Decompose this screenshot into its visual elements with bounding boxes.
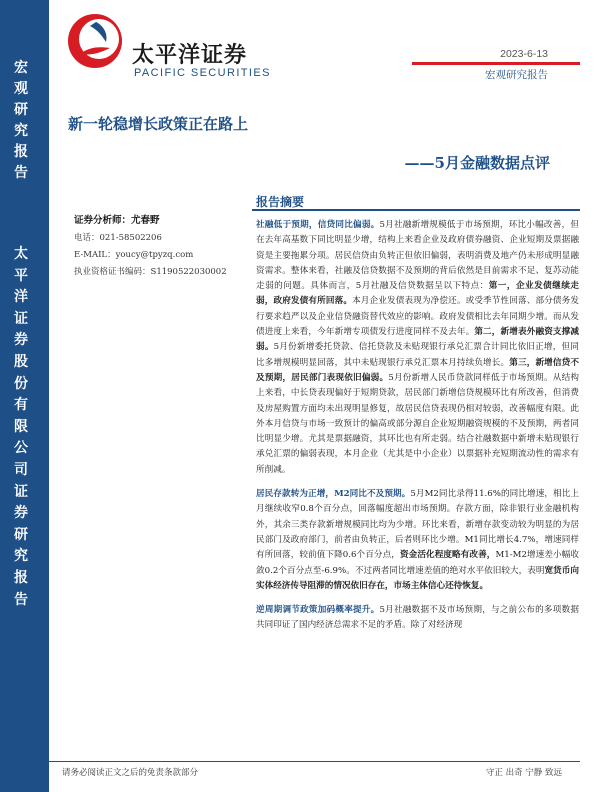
footer-divider bbox=[49, 761, 580, 762]
paragraph-text: 5月份新增委托贷款、信托贷款及未贴现银行承兑汇票合计同比依旧正增，但同比多增规模明显回落，其中未贴现银行承兑汇票本月持续负增长。 bbox=[256, 342, 579, 368]
paragraph-text: 本月企业发债表现为净偿还。或受季节性回落、部分债务发行要求趋严以及企业信贷融资替代效应的影响。政府发债相比去年同期少增。而从发债进度上来看，今年新增专项债发行进度同样不及去年。 bbox=[256, 296, 579, 338]
paragraph-heading: 居民存款转为正增，M2同比不及预期。 bbox=[256, 489, 411, 500]
summary-divider bbox=[252, 209, 580, 211]
analyst-label: 证券分析师： bbox=[74, 215, 132, 226]
analyst-info bbox=[74, 212, 254, 281]
summary-paragraph bbox=[256, 487, 579, 594]
footer-motto: 守正 出奇 宁静 致远 bbox=[485, 768, 562, 778]
report-date: 2023-6-13 bbox=[500, 48, 548, 60]
sidebar bbox=[0, 0, 49, 792]
summary-heading: 报告摘要 bbox=[256, 195, 305, 209]
paragraph-text: 5月M2同比录得11.6%的同比增速，相比上月继续收窄0.8个百分点，回落幅度超出市场预期。存款方面，除非银行业金融机构外，其余三类存款新增规模同比均为少增。环比来看，新增存款变动较为明显的为居民部门及政府部门，前者由负转正，后者则环比少增。M1同比增长4.7%，增速同样有所回落，较前值下降0.6个百分点， bbox=[256, 489, 579, 561]
paragraph-text: M1-M2增速差小幅收敛0.2个百分点至-6.9%。不过两者同比增速差值的绝对水平依旧较大，表明 bbox=[256, 550, 579, 576]
summary-paragraph bbox=[256, 218, 579, 478]
paragraph-bold: 第三，新增信贷不及预期，居民部门表现依旧偏弱。 bbox=[256, 357, 579, 383]
paragraph-heading: 逆周期调节政策加码概率提升。 bbox=[256, 605, 380, 616]
summary-paragraph bbox=[256, 603, 579, 634]
analyst-phone: 电话：021-58502206 bbox=[74, 233, 162, 243]
brand-name-cn: 太平洋证券 bbox=[132, 43, 248, 68]
paragraph-text: 5月社融新增规模低于市场预期，环比小幅改善，但在去年高基数下同比明显少增，结构上来看企业及政府债券融资、企业短期及票据融资是主要拖累分项。居民信贷由负转正但依旧偏弱，表明消费及地产仍未形成明显融资需求。整体来看，社融及信贷数据不及预期的背后依然是目前需求不足、复苏动能走弱的问题。具体而言，5月社融及信贷数据呈以下特点： bbox=[256, 220, 579, 292]
pacific-securities-logo-icon bbox=[66, 12, 124, 70]
analyst-name: 尤春野 bbox=[131, 215, 160, 226]
paragraph-bold: 资金活化程度略有改善， bbox=[399, 550, 496, 561]
summary-body bbox=[256, 218, 579, 643]
header-divider bbox=[412, 62, 580, 65]
paragraph-bold: 第二，新增表外融资支撑减弱。 bbox=[256, 327, 579, 353]
paragraph-text: 5月社融数据不及市场预期，与之前公布的多项数据共同印证了国内经济总需求不足的矛盾。除了对经济现 bbox=[256, 605, 579, 631]
report-type: 宏观研究报告 bbox=[485, 69, 548, 81]
footer-disclaimer: 请务必阅读正文之后的免责条款部分 bbox=[62, 768, 199, 778]
page-subtitle: ——5月金融数据点评 bbox=[404, 154, 550, 172]
sidebar-company: 太平洋证券股份有限公司证券研究报告 bbox=[14, 246, 28, 608]
paragraph-bold: 第一，企业发债继续走弱，政府发债有所回落。 bbox=[256, 281, 579, 307]
sidebar-category: 宏观研究报告 bbox=[14, 60, 28, 181]
brand-name-en: PACIFIC SECURITIES bbox=[134, 67, 271, 79]
analyst-cert: 执业资格证书编码：S1190522030002 bbox=[74, 267, 227, 277]
paragraph-bold: 宽货币向实体经济传导阻滞的情况依旧存在，市场主体信心还待恢复。 bbox=[256, 565, 579, 591]
page-title: 新一轮稳增长政策正在路上 bbox=[68, 115, 249, 133]
analyst-name-row bbox=[74, 212, 254, 230]
paragraph-heading: 社融低于预期，信贷同比偏弱。 bbox=[256, 220, 380, 230]
analyst-email: E-MAIL：youcy@tpyzq.com bbox=[74, 250, 194, 260]
paragraph-text: 5月份新增人民币贷款同样低于市场预期。从结构上来看，中长贷表现偏好于短期贷款，居民部门新增信贷规模环比有所改善，但消费及房屋购置方面均未出现明显修复，故居民信贷表现仍相对较弱，改善幅度有限。此外本月信贷与市场一致预计的偏高或部分源自企业短期融资规模的不及预期，两者同比明显少增。尤其是票据融资，其环比也有所走弱。结合社融数据中新增未贴现银行承兑汇票的偏弱表现，本月企业（尤其是中小企业）以票据补充短期流动性的需求有所削减。 bbox=[256, 372, 579, 475]
